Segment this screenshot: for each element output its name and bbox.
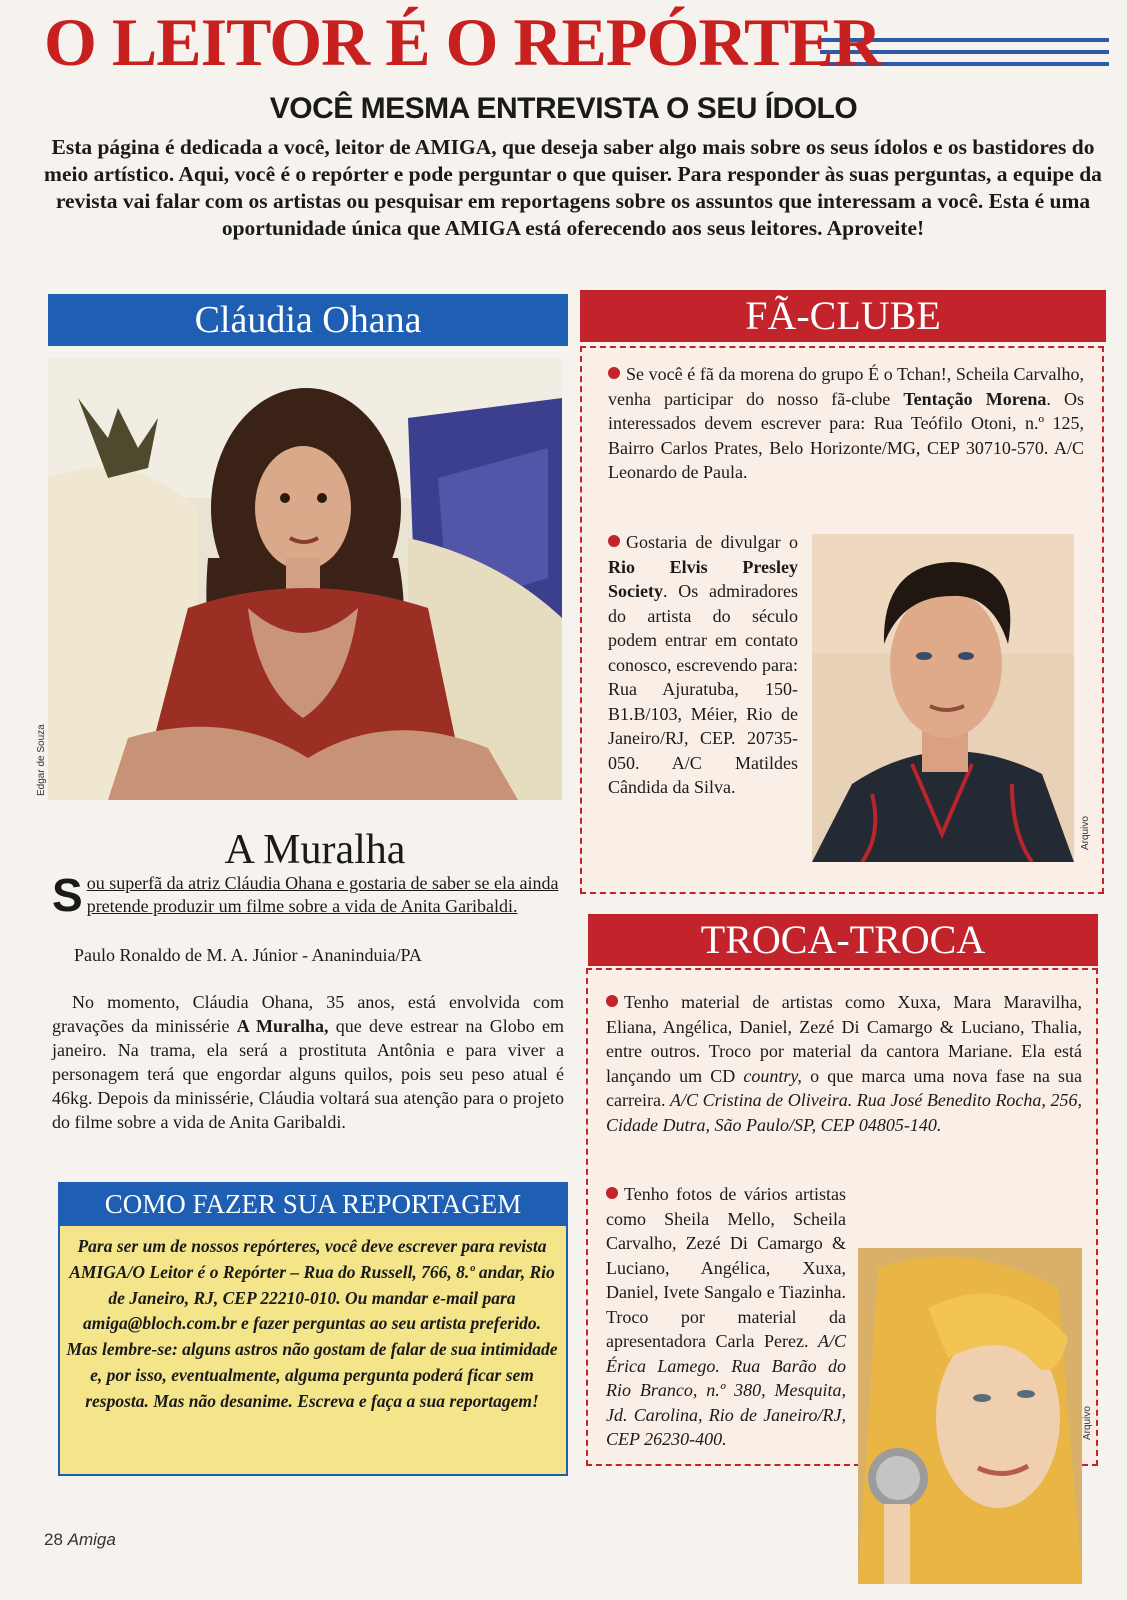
elvis-photo bbox=[812, 534, 1074, 862]
fa-clube-item-1-bold: Tentação Morena bbox=[903, 388, 1047, 409]
fa-clube-item-2-pre: Gostaria de divulgar o bbox=[626, 532, 798, 552]
answer-paragraph bbox=[52, 990, 564, 1134]
photo-credit-claudia: Edgar de Souza bbox=[36, 724, 47, 796]
troca-item-1-mid: o que marca uma nova fase na sua carreira. bbox=[606, 1065, 1082, 1110]
troca-item-1-italic: country, bbox=[743, 1065, 802, 1086]
fa-clube-item-2-post: . Os admiradores do artista do século podem entrar em contato conosco, escrevendo para: Rua Ajuratuba, 150-B1.B/103, Méier, Rio de Janeiro/RJ, CEP. 20735-050. A/C Matildes Cândida da Silva. bbox=[608, 581, 798, 797]
article-title: A Muralha bbox=[224, 827, 406, 873]
photo-credit-elvis: Arquivo bbox=[1080, 816, 1091, 850]
dropcap: S bbox=[52, 869, 83, 921]
page-footer bbox=[44, 1530, 116, 1550]
carla-photo bbox=[858, 1248, 1082, 1584]
bullet-icon bbox=[606, 995, 618, 1007]
troca-item-2-pre: Tenho fotos de vários artistas como Sheila Mello, Scheila Carvalho, Zezé Di Camargo & Luciano, Angélica, Xuxa, Daniel, Ivete Sangalo e Tiazinha. Troco por material da apresentadora Carla Perez. bbox=[606, 1184, 846, 1351]
claudia-photo bbox=[48, 358, 562, 800]
section-title-fa-clube: FÃ-CLUBE bbox=[580, 290, 1106, 342]
page-number: 28 bbox=[44, 1530, 63, 1549]
reader-question bbox=[52, 869, 564, 921]
page-title: O LEITOR É O REPÓRTER bbox=[44, 4, 881, 80]
magazine-name: Amiga bbox=[67, 1530, 116, 1549]
howto-text: Para ser um de nossos repórteres, você deve escrever para revista AMIGA/O Leitor é o Repórter – Rua do Russell, 766, 8.º andar, Rio de Janeiro, RJ, CEP 22210-010. Ou mandar e-mail para amiga@bloch.com.br e fazer perguntas ao seu artista preferido. Mas lembre-se: alguns astros não gostam de falar de sua intimidade e, por isso, eventualmente, alguma pergunta poderá ficar sem resposta. Mas não desanime. Escreva e faça a sua reportagem! bbox=[66, 1236, 558, 1411]
fa-clube-item-1-pre: Se você é fã da morena do grupo É o Tchan!, Scheila Carvalho, venha participar do nosso fã-clube bbox=[608, 364, 1084, 409]
troca-item-1-pre: Tenho material de artistas como Xuxa, Mara Maravilha, Eliana, Angélica, Daniel, Zezé Di Camargo & Luciano, Thalia, entre outros. Troco por material da cantora Mariane. Ela está lançando um CD bbox=[606, 992, 1082, 1086]
fa-clube-item-2 bbox=[608, 530, 798, 800]
section-title-claudia: Cláudia Ohana bbox=[48, 294, 568, 346]
bullet-icon bbox=[608, 535, 620, 547]
intro-paragraph: Esta página é dedicada a você, leitor de AMIGA, que deseja saber algo mais sobre os seus ídolos e os bastidores do meio artístico. Aqui, você é o repórter e pode perguntar o que quiser. Para responder às suas perguntas, a equipe da revista vai falar com os artistas ou pesquisar em reportagens sobre os assuntos que interessam a você. Esta é uma oportunidade única que AMIGA está oferecendo aos seus leitores. Aproveite! bbox=[44, 135, 1102, 240]
photo-credit-carla: Arquivo bbox=[1082, 1406, 1093, 1440]
section-title-troca-troca: TROCA-TROCA bbox=[588, 914, 1098, 966]
howto-title: COMO FAZER SUA REPORTAGEM bbox=[58, 1182, 568, 1226]
troca-item-1-italic2: A/C Cristina de Oliveira. Rua José Benedito Rocha, 256, Cidade Dutra, São Paulo/SP, CEP 04805-140. bbox=[606, 1090, 1082, 1135]
answer-part2: que deve estrear na Globo em janeiro. Na trama, ela será a prostituta Antônia e para viver a personagem terá que engordar alguns quilos, pois seu peso atual é 46kg. Depois da minissérie, Cláudia voltará sua atenção para o projeto do filme sobre a vida de Anita Garibaldi. bbox=[52, 1016, 564, 1132]
question-author: Paulo Ronaldo de M. A. Júnior - Ananinduia/PA bbox=[74, 945, 422, 965]
bullet-icon bbox=[606, 1187, 618, 1199]
fa-clube-item-1-post: . Os interessados devem escrever para: Rua Teófilo Otoni, n.º 125, Bairro Carlos Prates, Belo Horizonte/MG, CEP 30710-570. A/C Leonardo de Paula. bbox=[608, 388, 1084, 482]
fa-clube-item-2-bold: Rio Elvis Presley Society bbox=[608, 556, 798, 601]
question-text: ou superfã da atriz Cláudia Ohana e gostaria de saber se ela ainda pretende produzir um filme sobre a vida de Anita Garibaldi. bbox=[86, 873, 559, 916]
troca-item-2-italic: A/C Érica Lamego. Rua Barão do Rio Branco, n.º 380, Mesquita, Jd. Carolina, Rio de Janeiro/RJ, CEP 26230-400. bbox=[606, 1331, 846, 1449]
bullet-icon bbox=[608, 367, 620, 379]
troca-item-1 bbox=[606, 990, 1082, 1137]
answer-part1: No momento, Cláudia Ohana, 35 anos, está envolvida com gravações da minissérie bbox=[52, 992, 564, 1036]
answer-bold: A Muralha, bbox=[236, 1016, 329, 1036]
page-subtitle: VOCÊ MESMA ENTREVISTA O SEU ÍDOLO bbox=[269, 92, 858, 125]
fa-clube-item-1 bbox=[608, 362, 1084, 485]
